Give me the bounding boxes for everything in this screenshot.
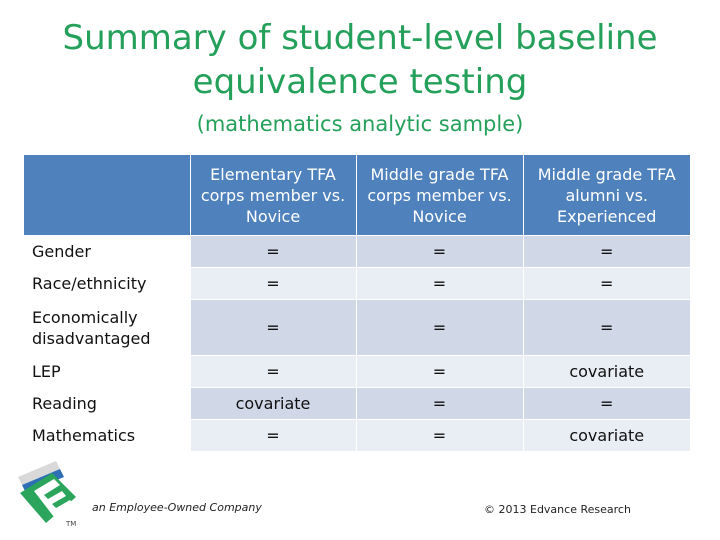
edvance-logo (10, 455, 90, 530)
table-row (24, 236, 690, 268)
table-cell: = (190, 268, 356, 300)
table-cell: = (190, 420, 356, 452)
svg-text:TM: TM (66, 520, 77, 528)
table-cell: = (356, 268, 523, 300)
edvance-e-icon (10, 455, 90, 530)
row-label: Reading (24, 388, 190, 420)
table-cell: = (190, 356, 356, 388)
table-cell: = (356, 300, 523, 356)
table-row (24, 356, 690, 388)
row-label: Gender (24, 236, 190, 268)
table-cell: = (523, 300, 690, 356)
table-cell: = (190, 300, 356, 356)
table-cell: = (356, 236, 523, 268)
column-header: Middle grade TFA alumni vs. Experienced (523, 155, 690, 236)
page-title: Summary of student-level baseline equivalence testing (62, 18, 658, 102)
table-cell: = (356, 356, 523, 388)
table-cell: = (356, 420, 523, 452)
table-cell: covariate (190, 388, 356, 420)
table-cell: = (523, 268, 690, 300)
page-subtitle: (mathematics analytic sample) (196, 112, 524, 136)
table-cell: covariate (523, 356, 690, 388)
column-header: Middle grade TFA corps member vs. Novice (356, 155, 523, 236)
table-cell: covariate (523, 420, 690, 452)
table-row (24, 420, 690, 452)
company-tagline: an Employee-Owned Company (92, 501, 262, 514)
table-cell: = (190, 236, 356, 268)
table-row (24, 300, 690, 356)
row-label: LEP (24, 356, 190, 388)
row-label: Economically disadvantaged (24, 300, 190, 356)
table-row (24, 388, 690, 420)
summary-table (24, 155, 690, 451)
column-header: Elementary TFA corps member vs. Novice (190, 155, 356, 236)
header-corner-cell (24, 155, 190, 236)
copyright-notice: © 2013 Edvance Research (484, 503, 631, 516)
header-row (24, 155, 690, 236)
row-label: Mathematics (24, 420, 190, 452)
table-cell: = (523, 236, 690, 268)
row-label: Race/ethnicity (24, 268, 190, 300)
table-cell: = (356, 388, 523, 420)
table-row (24, 268, 690, 300)
table-cell: = (523, 388, 690, 420)
